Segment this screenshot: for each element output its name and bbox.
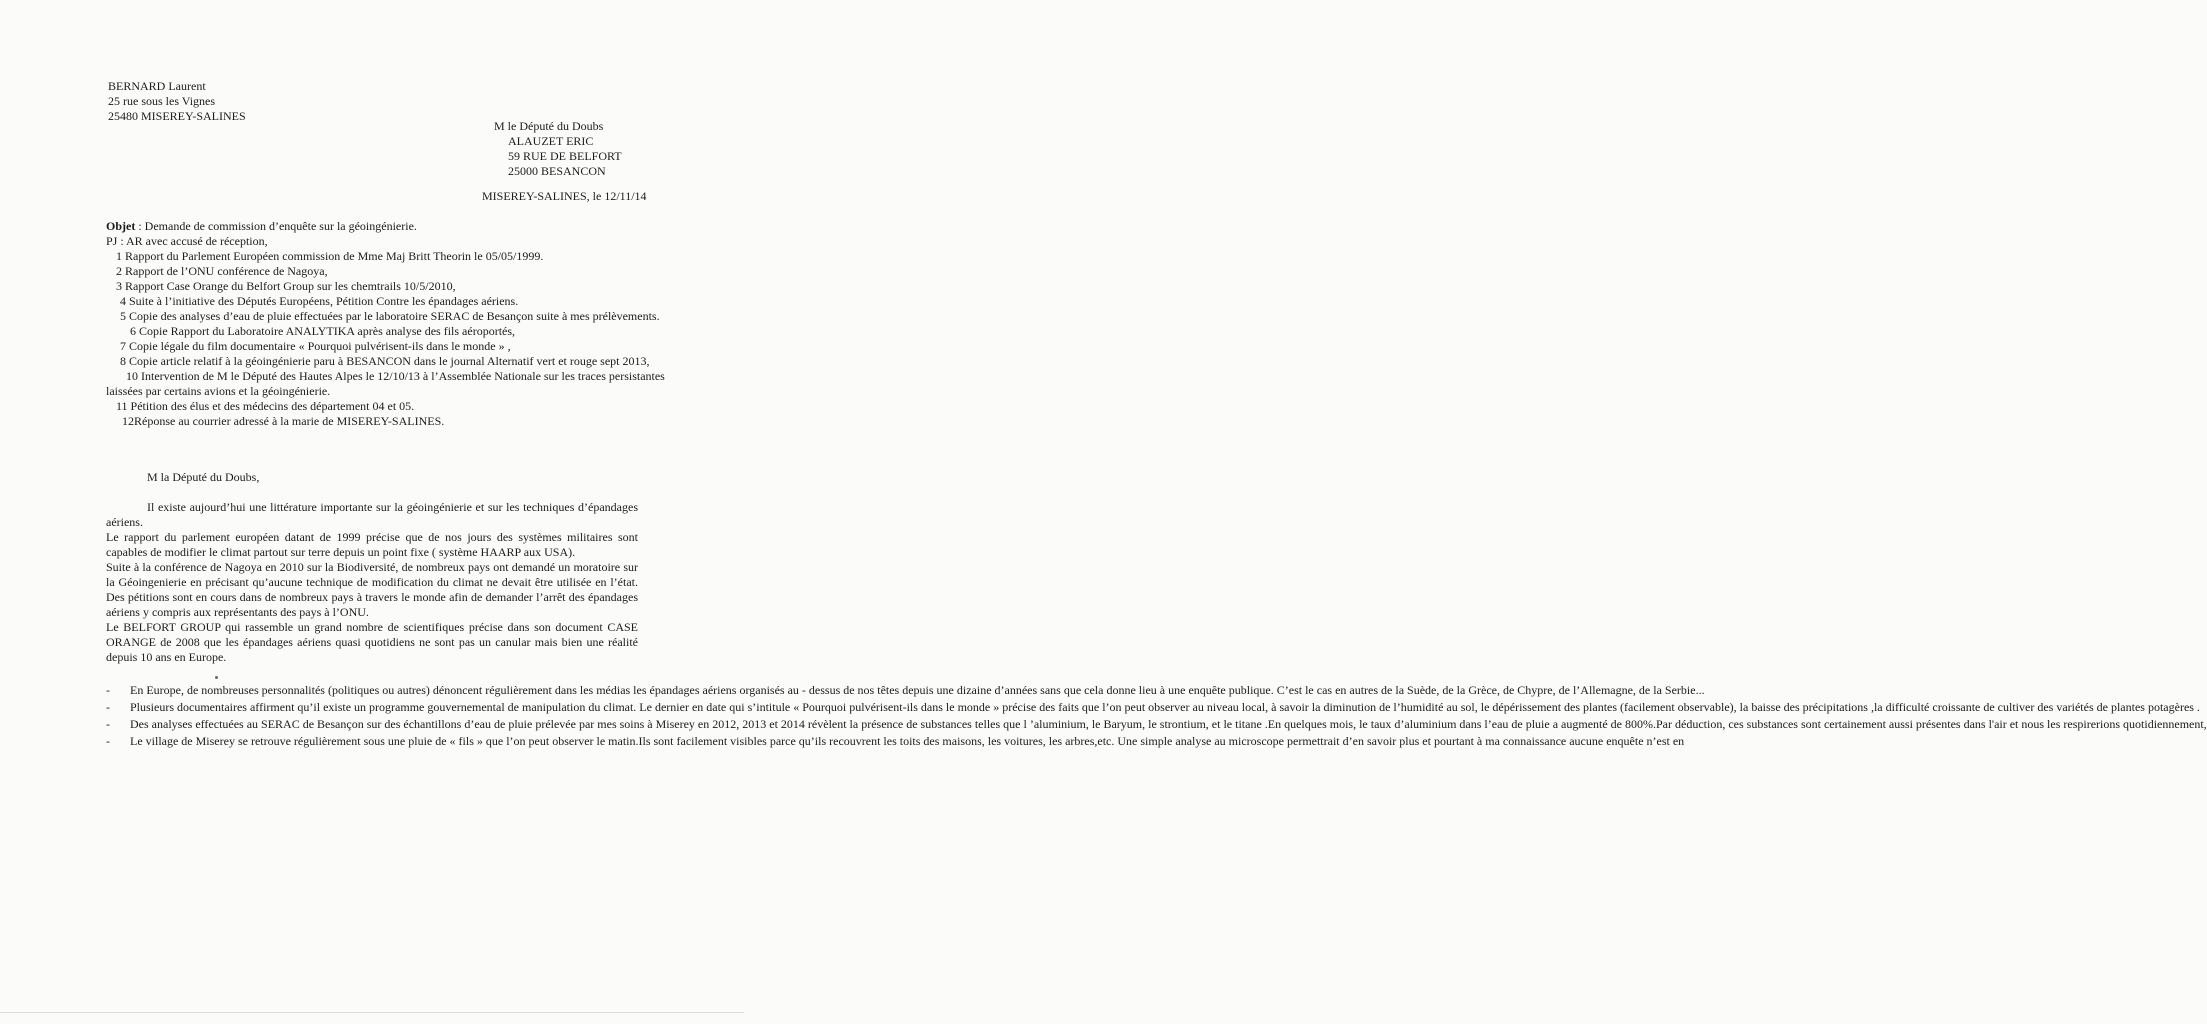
- letter-body: [106, 500, 638, 665]
- scan-speck: [215, 676, 218, 679]
- body-paragraph: Il existe aujourd’hui une littérature importante sur la géoingénierie et sur les techniques d’épandages aériens.: [106, 500, 638, 529]
- attachment-item: 12Réponse au courrier adressé à la marie de MISEREY-SALINES.: [122, 414, 445, 428]
- attachment-item: 10 Intervention de M le Député des Hautes Alpes le 12/10/13 à l’Assemblée Nationale sur les traces persistantes laissées par certains avions et la géoingénierie.: [106, 369, 665, 398]
- bullet-text: Plusieurs documentaires affirment qu’il existe un programme gouvernemental de manipulation du climat. Le dernier en date qui s’intitule « Pourquoi pulvérisent-ils dans le monde » précise des faits que l’on peut observer au niveau local, à savoir la diminution de l’humidité au sol, le dépérissement des plantes (facilement observable), la baisse des précipitations ,la difficulté croissante de cultiver des variétés de plantes potagères .: [130, 700, 2200, 714]
- bullet-marker: -: [106, 734, 110, 748]
- bullet-item: [106, 734, 1685, 749]
- attachment-item: 7 Copie légale du film documentaire « Pourquoi pulvérisent-ils dans le monde » ,: [120, 339, 511, 353]
- attachment-item: 6 Copie Rapport du Laboratoire ANALYTIKA après analyse des fils aéroportés,: [130, 324, 516, 338]
- bullet-text: Des analyses effectuées au SERAC de Besançon sur des échantillons d’eau de pluie prélevée par mes soins à Miserey en 2012, 2013 et 2014 révèlent la présence de substances telles que l ’aluminium, le Baryum, le strontium, et le titane .En quelques mois, le taux d’aluminium dans l’eau de pluie a augmenté de 800%.Par déduction, ces substances sont certainement aussi présentes dans l'air et nous les respirerions quotidiennement,: [130, 717, 2207, 731]
- attachments-intro: PJ : AR avec accusé de réception,: [106, 234, 268, 248]
- body-paragraph: Suite à la conférence de Nagoya en 2010 sur la Biodiversité, de nombreux pays ont demandé un moratoire sur la Géoingenierie en précisant qu’aucune technique de modification du climat ne devait être utilisée en l’état. Des pétitions sont en cours dans de nombreux pays à travers le monde afin de demander l’arrêt des épandages aériens y compris aux représentants des pays à l’ONU.: [106, 560, 638, 619]
- subject-line: [106, 219, 417, 234]
- bullet-marker: -: [106, 700, 110, 714]
- attachment-item: 11 Pétition des élus et des médecins des département 04 et 05.: [116, 399, 415, 413]
- bullet-text: En Europe, de nombreuses personnalités (politiques ou autres) dénoncent régulièrement dans les médias les épandages aériens organisés au - dessus de nos têtes depuis une dizaine d’années sans que cela donne lieu à une enquête publique. C’est le cas en autres de la Suède, de la Grèce, de Chypre, de l’Allemagne, de la Serbie...: [130, 683, 1705, 697]
- attachment-item: 3 Rapport Case Orange du Belfort Group sur les chemtrails 10/5/2010,: [116, 279, 456, 293]
- date-line: MISEREY-SALINES, le 12/11/14: [482, 189, 647, 203]
- salutation: M la Député du Doubs,: [147, 470, 260, 484]
- attachment-item: 1 Rapport du Parlement Européen commission de Mme Maj Britt Theorin le 05/05/1999.: [116, 249, 544, 263]
- bullet-marker: -: [106, 683, 110, 697]
- bullet-marker: -: [106, 717, 110, 731]
- recipient-city: 25000 BESANCON: [508, 164, 606, 178]
- sender-name: BERNARD Laurent: [108, 79, 206, 93]
- recipient-street: 59 RUE DE BELFORT: [508, 149, 622, 163]
- bullet-item: [106, 683, 1705, 698]
- attachment-item: 2 Rapport de l’ONU conférence de Nagoya,: [116, 264, 328, 278]
- attachment-item: 8 Copie article relatif à la géoingénierie paru à BESANCON dans le journal Alternatif vert et rouge sept 2013,: [120, 354, 650, 368]
- bullet-list: [106, 683, 2207, 751]
- recipient-address: [494, 119, 622, 179]
- recipient-name: ALAUZET ERIC: [508, 134, 594, 148]
- subject-label: Objet: [106, 219, 136, 233]
- subject-text: : Demande de commission d’enquête sur la géoingénierie.: [135, 219, 417, 233]
- bullet-text: Le village de Miserey se retrouve régulièrement sous une pluie de « fils » que l’on peut observer le matin.Ils sont facilement visibles parce qu’ils recouvrent les toits des maisons, les voitures, les arbres,etc. Une simple analyse au microscope permettrait d’en savoir plus et pourtant à ma connaissance aucune enquête n’est en: [130, 734, 1685, 748]
- sender-address: [108, 79, 246, 124]
- attachments-list: [106, 234, 666, 429]
- body-paragraph: Le BELFORT GROUP qui rassemble un grand nombre de scientifiques précise dans son document CASE ORANGE de 2008 que les épandages aériens quasi quotidiens ne sont pas un canular mais bien une réalité depuis 10 ans en Europe.: [106, 620, 638, 664]
- bullet-item: [106, 700, 2200, 715]
- bullet-item: [106, 717, 2207, 732]
- recipient-title: M le Député du Doubs: [494, 119, 604, 133]
- page-bottom-edge: [0, 1012, 744, 1013]
- sender-street: 25 rue sous les Vignes: [108, 94, 216, 108]
- attachment-item: 4 Suite à l’initiative des Députés Européens, Pétition Contre les épandages aériens.: [120, 294, 519, 308]
- body-paragraph: Le rapport du parlement européen datant de 1999 précise que de nos jours des systèmes militaires sont capables de modifier le climat partout sur terre depuis un point fixe ( système HAARP aux USA).: [106, 530, 638, 559]
- attachment-item: 5 Copie des analyses d’eau de pluie effectuées par le laboratoire SERAC de Besançon suite à mes prélèvements.: [120, 309, 660, 323]
- sender-city: 25480 MISEREY-SALINES: [108, 109, 246, 123]
